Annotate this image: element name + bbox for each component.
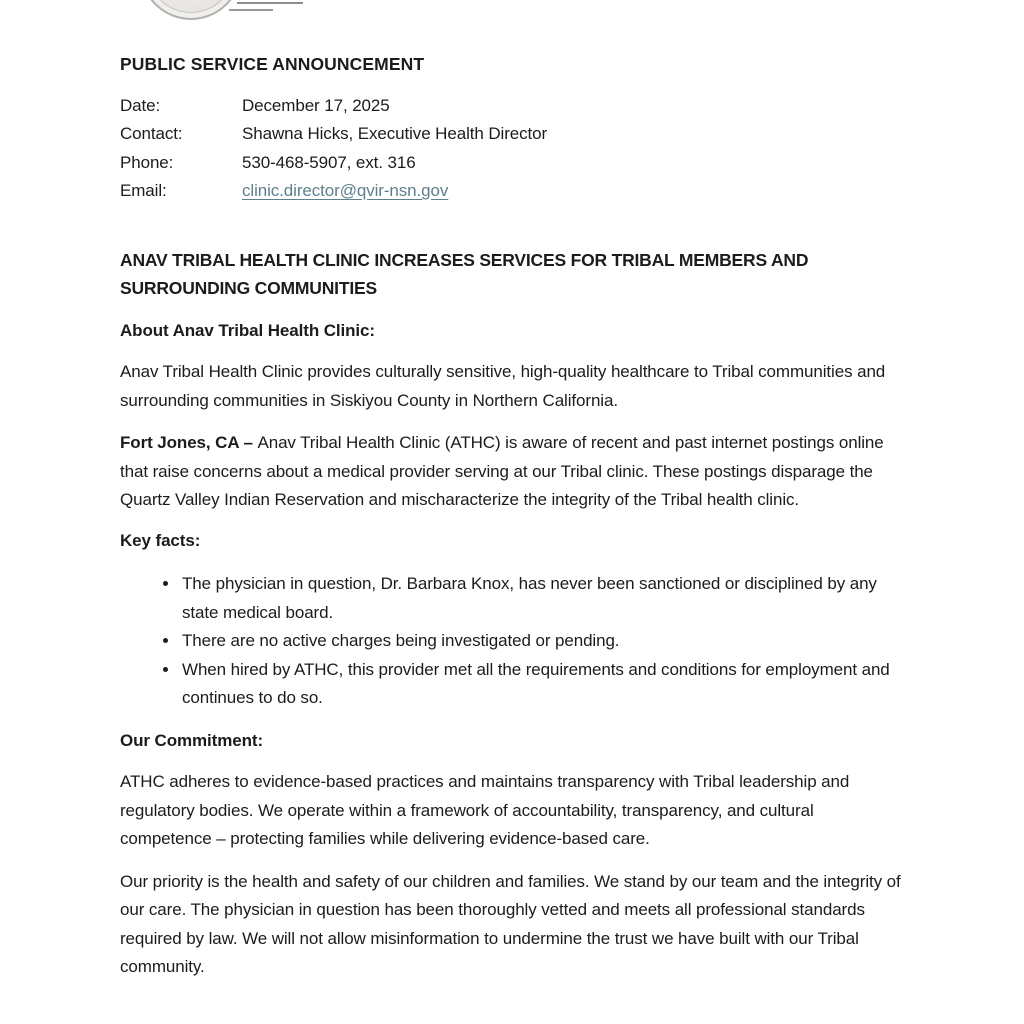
phone-value: 530-468-5907, ext. 316 xyxy=(242,152,416,172)
dateline-text: Anav Tribal Health Clinic (ATHC) is aware of recent and past internet postings online that raise concerns about a medical provider serving at our Tribal clinic. These postings disparage the Quartz Valley Indian Reservation and mischaracterize the integrity of the Tribal health clinic. xyxy=(120,433,884,509)
date-value: December 17, 2025 xyxy=(242,95,390,115)
contact-block xyxy=(120,92,908,206)
contact-label: Contact: xyxy=(120,124,183,143)
commitment-paragraph: ATHC adheres to evidence-based practices and maintains transparency with Tribal leadership and regulatory bodies. We operate within a framework of accountability, transparency, and cultural competence – protecting families while delivering evidence-based care. xyxy=(120,772,850,848)
key-fact-item: • There are no active charges being investigated or pending. xyxy=(180,627,908,656)
logo-accent-line-bottom xyxy=(229,9,273,11)
dateline-location: Fort Jones, CA – xyxy=(120,433,258,452)
closing-paragraph: Our priority is the health and safety of our children and families. We stand by our team and the integrity of our care. The physician in question has been thoroughly vetted and meets all professional standards required by law. We will not allow misinformation to undermine the trust we have built with our Tribal community. xyxy=(120,871,901,976)
tribal-seal-icon xyxy=(140,0,242,20)
logo-accent-line-top xyxy=(237,2,303,4)
key-facts-list xyxy=(120,570,908,713)
email-value xyxy=(242,177,908,206)
key-fact-item: • When hired by ATHC, this provider met all the requirements and conditions for employment and continues to do so. xyxy=(180,656,908,713)
about-heading: About Anav Tribal Health Clinic: xyxy=(120,320,375,340)
about-paragraph: Anav Tribal Health Clinic provides culturally sensitive, high-quality healthcare to Tribal communities and surrounding communities in Siskiyou County in Northern California. xyxy=(120,362,886,410)
press-release-headline: ANAV TRIBAL HEALTH CLINIC INCREASES SERVICES FOR TRIBAL MEMBERS AND SURROUNDING COMMUNITIES xyxy=(120,249,809,298)
key-facts-heading: Key facts: xyxy=(120,530,201,550)
contact-value: Shawna Hicks, Executive Health Director xyxy=(242,124,548,143)
letterhead-logo xyxy=(120,0,908,26)
date-label: Date: xyxy=(120,95,161,115)
key-fact-item: • The physician in question, Dr. Barbara Knox, has never been sanctioned or disciplined by any state medical board. xyxy=(180,570,908,627)
phone-label: Phone: xyxy=(120,152,174,172)
email-label: Email: xyxy=(120,181,167,200)
psa-kicker: PUBLIC SERVICE ANNOUNCEMENT xyxy=(120,54,425,74)
email-link[interactable]: clinic.director@qvir-nsn.gov xyxy=(242,181,449,200)
dateline-paragraph xyxy=(120,429,908,515)
commitment-heading: Our Commitment: xyxy=(120,730,264,750)
